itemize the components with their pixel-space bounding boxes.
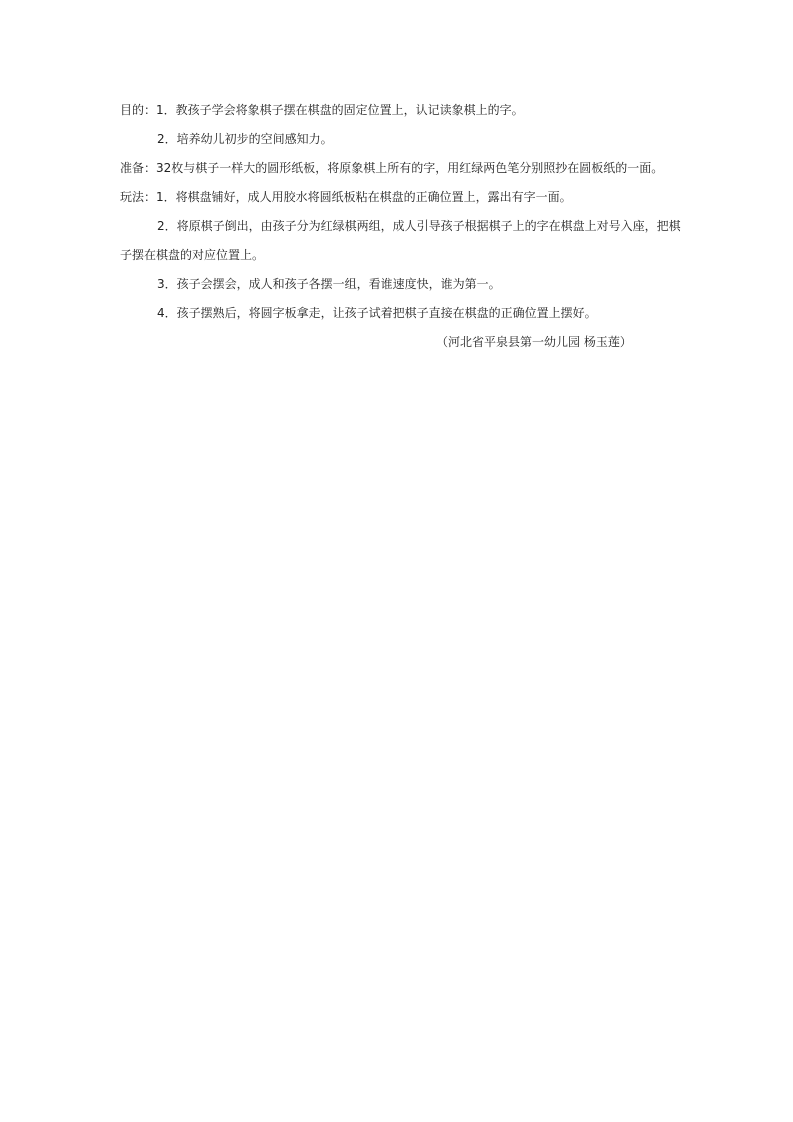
method-line-3: 3．孩子会摆会，成人和孩子各摆一组，看谁速度快，谁为第一。 xyxy=(157,277,501,291)
author-attribution: （河北省平泉县第一幼儿园 杨玉莲） xyxy=(436,335,632,349)
method-line-1: 玩法：1．将棋盘铺好，成人用胶水将圆纸板粘在棋盘的正确位置上，露出有字一面。 xyxy=(120,190,572,204)
preparation-line: 准备：32枚与棋子一样大的圆形纸板，将原象棋上所有的字，用红绿两色笔分别照抄在圆板纸的一面。 xyxy=(120,161,664,175)
goal-line-2: 2．培养幼儿初步的空间感知力。 xyxy=(157,132,333,146)
method-line-4: 4．孩子摆熟后，将圆字板拿走，让孩子试着把棋子直接在棋盘的正确位置上摆好。 xyxy=(157,306,597,320)
method-line-2: 2．将原棋子倒出，由孩子分为红绿棋两组，成人引导孩子根据棋子上的字在棋盘上对号入座，把棋 xyxy=(157,219,681,233)
method-line-2-continued: 子摆在棋盘的对应位置上。 xyxy=(120,248,265,262)
goal-line-1: 目的：1．教孩子学会将象棋子摆在棋盘的固定位置上，认记读象棋上的字。 xyxy=(120,103,524,117)
